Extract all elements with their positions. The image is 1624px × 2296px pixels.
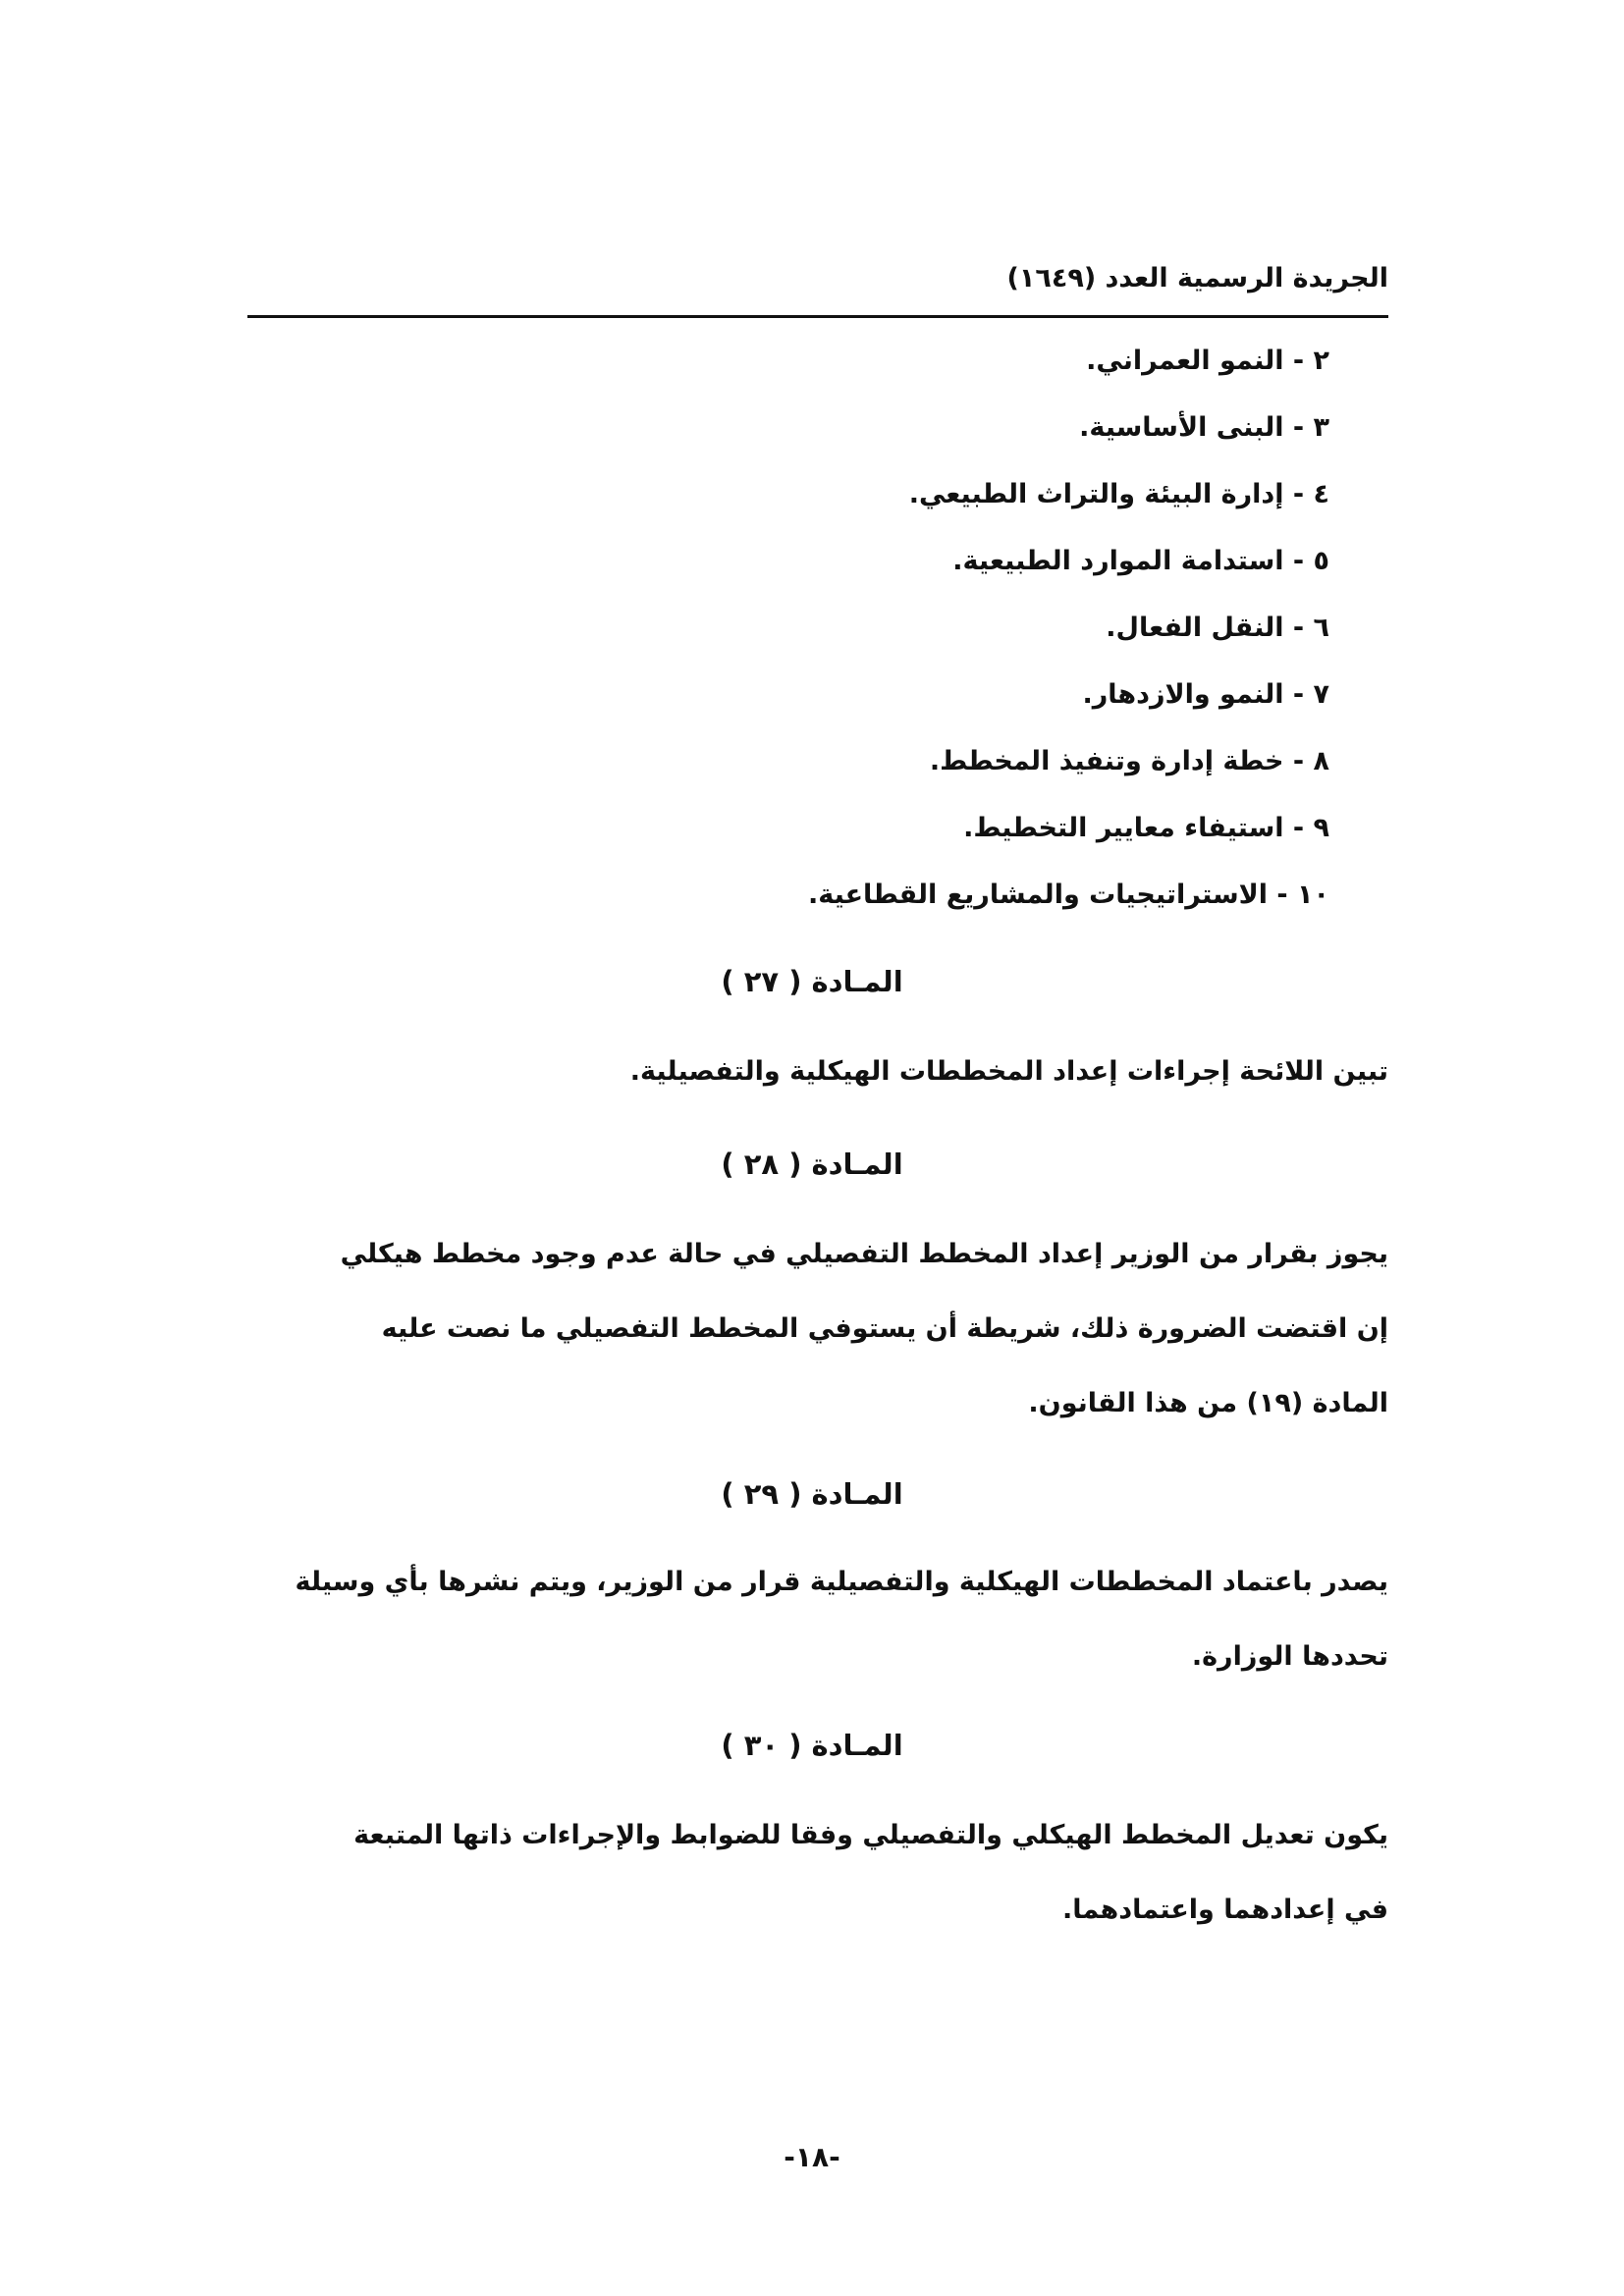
list-item: ٨ - خطة إدارة وتنفيذ المخطط.: [929, 746, 1329, 776]
gazette-header-title: الجريدة الرسمية العدد (١٦٤٩): [1006, 263, 1388, 294]
paragraph-line: تبين اللائحة إجراءات إعداد المخططات الهيكلية والتفصيلية.: [629, 1056, 1388, 1087]
article-28-text: [230, 1217, 1388, 1441]
list-item: ١٠ - الاستراتيجيات والمشاريع القطاعية.: [807, 880, 1329, 910]
article-27-title: المـادة ( ٢٧ ): [721, 965, 903, 998]
list-item: ٣ - البنى الأساسية.: [1079, 412, 1329, 443]
list-item: ٤ - إدارة البيئة والتراث الطبيعي.: [908, 479, 1329, 509]
list-item: ٩ - استيفاء معايير التخطيط.: [963, 813, 1329, 843]
list-item: ٥ - استدامة الموارد الطبيعية.: [952, 546, 1329, 576]
article-29-text: [230, 1545, 1388, 1694]
list-item: ٧ - النمو والازدهار.: [1082, 679, 1329, 710]
page-number: -١٨-: [784, 2141, 840, 2173]
paragraph-line: يجوز بقرار من الوزير إعداد المخطط التفصيلي في حالة عدم وجود مخطط هيكلي: [340, 1239, 1388, 1269]
page-header: [247, 257, 1388, 318]
article-27-text: [230, 1035, 1388, 1109]
paragraph-line: يكون تعديل المخطط الهيكلي والتفصيلي وفقا للضوابط والإجراءات ذاتها المتبعة: [353, 1820, 1388, 1850]
paragraph-line: تحددها الوزارة.: [1191, 1641, 1388, 1672]
article-30-text: [230, 1798, 1388, 1948]
article-28-title: المـادة ( ٢٨ ): [721, 1148, 903, 1181]
article-29-title: المـادة ( ٢٩ ): [721, 1477, 903, 1511]
article-30-title: المـادة ( ٣٠ ): [721, 1729, 903, 1762]
paragraph-line: في إعدادهما واعتمادهما.: [1062, 1895, 1388, 1925]
paragraph-line: المادة (١٩) من هذا القانون.: [1028, 1388, 1388, 1418]
list-item: ٦ - النقل الفعال.: [1106, 613, 1329, 643]
paragraph-line: إن اقتضت الضرورة ذلك، شريطة أن يستوفي المخطط التفصيلي ما نصت عليه: [381, 1313, 1388, 1344]
paragraph-line: يصدر باعتماد المخططات الهيكلية والتفصيلية قرار من الوزير، ويتم نشرها بأي وسيلة: [295, 1567, 1388, 1597]
list-item: ٢ - النمو العمراني.: [1086, 346, 1329, 376]
items-list: [446, 328, 1329, 929]
